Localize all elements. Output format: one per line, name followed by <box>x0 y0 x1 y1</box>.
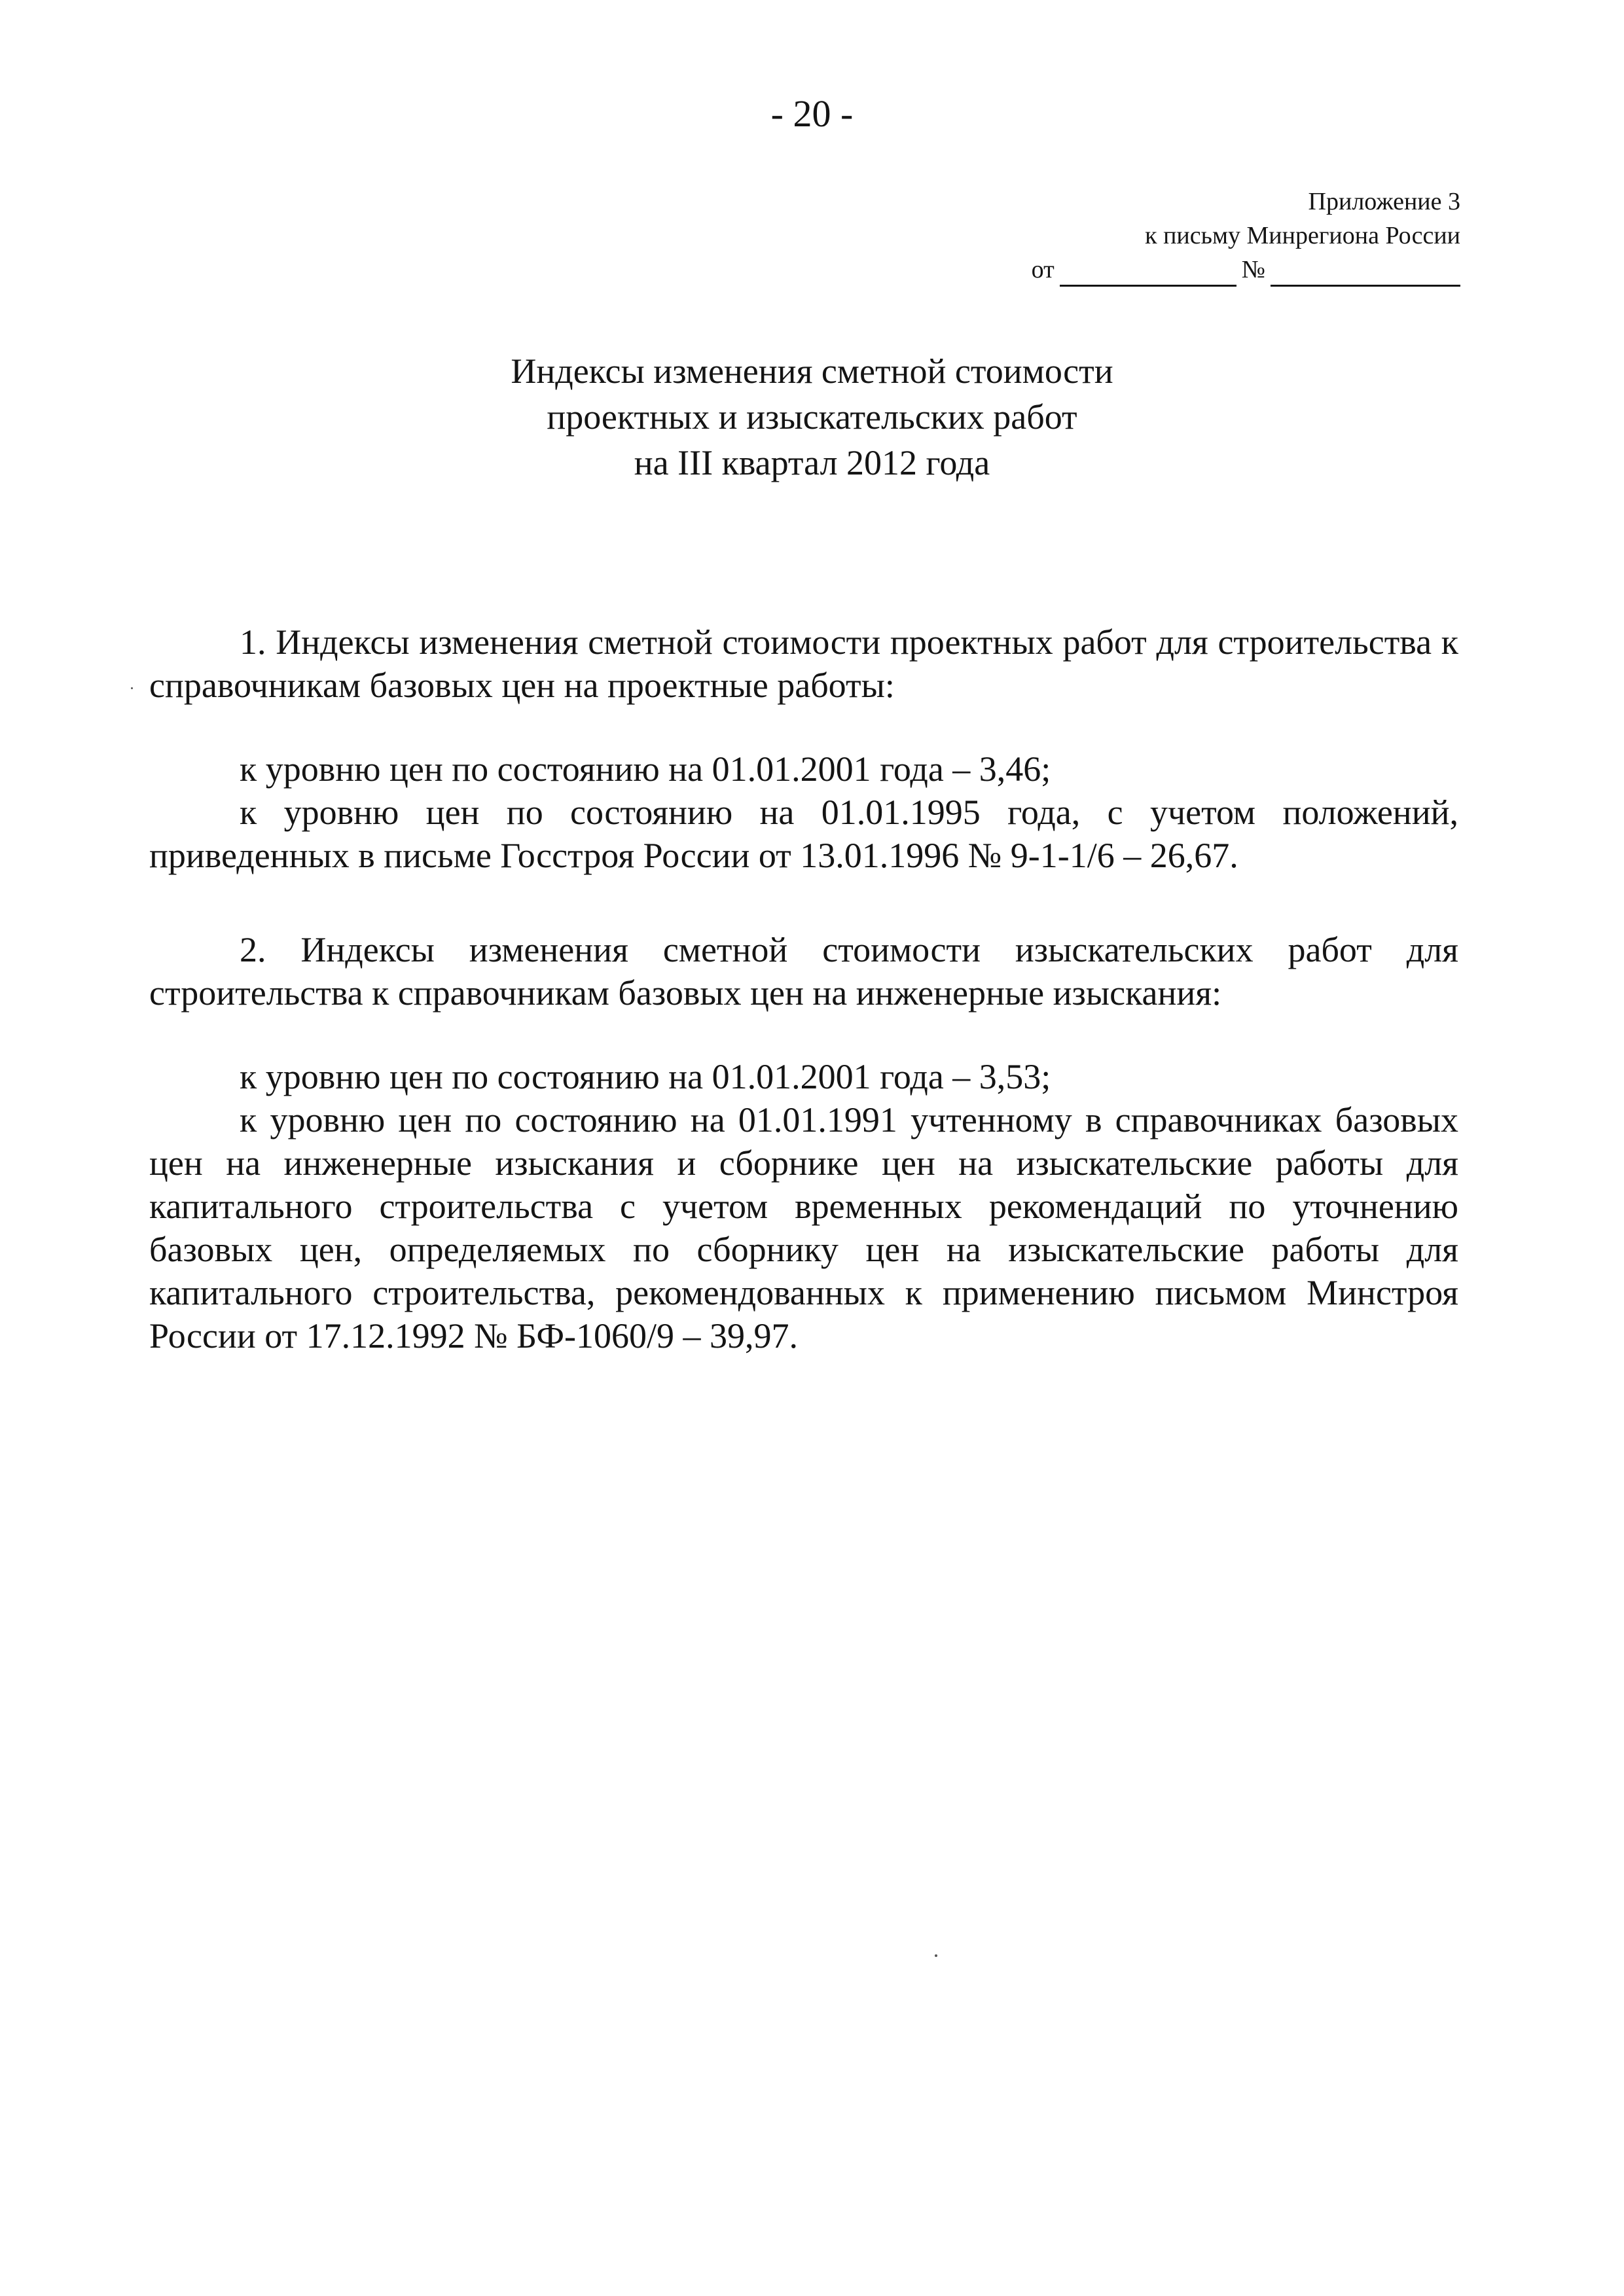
section-2-items <box>149 1055 1458 1357</box>
section-2-heading-text: 2. Индексы изменения сметной стоимости изыскательских работ для строительства к справочникам базовых цен на инженерные изыскания: <box>149 930 1458 1013</box>
section-2-item-1: к уровню цен по состоянию на 01.01.2001 года – 3,53; <box>240 1057 1051 1096</box>
section-1-items <box>149 747 1458 877</box>
section-1-item-2: к уровню цен по состоянию на 01.01.1995 года, с учетом положений, приведенных в письме Госстроя России от 13.01.1996 № 9-1-1/6 – 26,67. <box>149 793 1458 875</box>
from-label: от <box>1031 256 1055 283</box>
appendix-label: Приложение 3 <box>1308 188 1460 215</box>
title-line-2: проектных и изыскательских работ <box>547 397 1077 437</box>
date-blank <box>1060 265 1236 287</box>
section-1-item-1: к уровню цен по состоянию на 01.01.2001 года – 3,46; <box>240 749 1051 789</box>
appendix-header <box>1032 185 1460 287</box>
number-label: № <box>1241 256 1265 283</box>
section-1-heading-text: 1. Индексы изменения сметной стоимости проектных работ для строительства к справочникам базовых цен на проектные работы: <box>149 622 1458 705</box>
title-line-1: Индексы изменения сметной стоимости <box>511 351 1113 391</box>
scan-speck <box>935 1954 937 1957</box>
scan-speck <box>131 687 133 689</box>
appendix-date-number-line <box>1032 253 1460 287</box>
section-1-heading <box>149 620 1458 707</box>
title-line-3: на III квартал 2012 года <box>634 443 990 482</box>
section-2-item-2: к уровню цен по состоянию на 01.01.1991 учтенному в справочниках базовых цен на инженерные изыскания и сборнике цен на изыскательские работы для капитального строительства с учетом временных рекомендаций по уточнению базовых цен, определяемых по сборнику цен на изыскательские работы для капитального строительства, рекомендованных к применению письмом Минстроя России от 17.12.1992 № БФ-1060/9 – 39,97. <box>149 1100 1458 1355</box>
appendix-letter-reference: к письму Минрегиона России <box>1145 222 1460 249</box>
number-blank <box>1271 265 1460 287</box>
section-2-heading <box>149 928 1458 1014</box>
page-number: - 20 - <box>770 92 854 135</box>
document-title <box>0 348 1624 486</box>
